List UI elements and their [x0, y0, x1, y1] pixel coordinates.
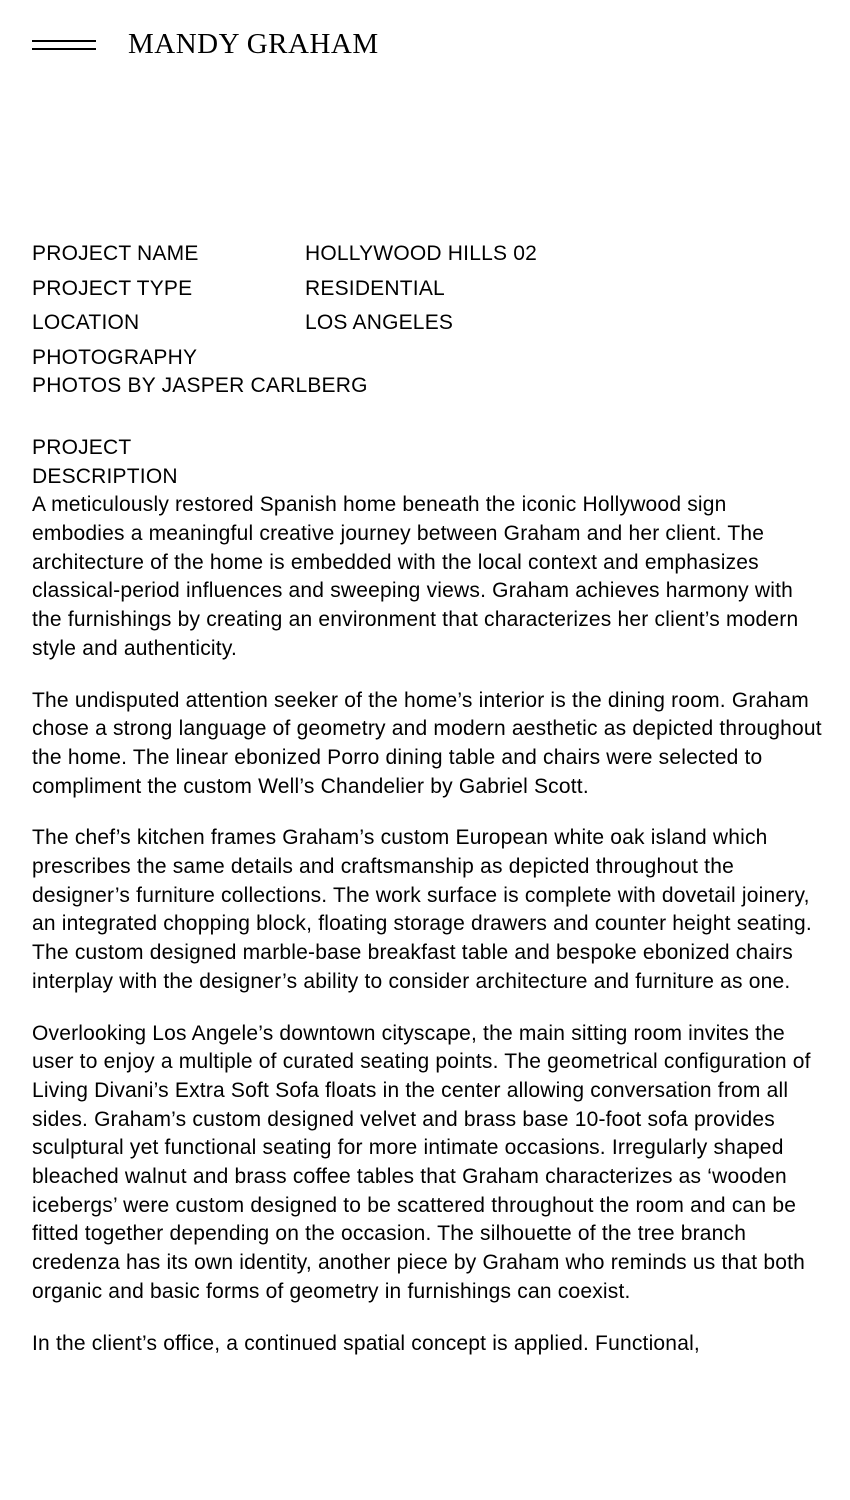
menu-bar-bottom — [32, 48, 96, 50]
description-label — [32, 434, 232, 491]
description-paragraph: A meticulously restored Spanish home beneath the iconic Hollywood sign embodies a meaningful creative journey between Graham and her client. The architecture of the home is embedded with the local context and emphasizes classical-period influences and sweeping views. Graham achieves harmony with the furnishings by creating an environment that characterizes her client’s modern style and authenticity. — [32, 493, 799, 660]
location-label: LOCATION — [32, 311, 140, 334]
site-header — [32, 28, 379, 60]
project-name-row — [32, 240, 822, 275]
photography-value: PHOTOS BY JASPER CARLBERG — [32, 374, 368, 398]
description-paragraph: In the client’s office, a continued spatial concept is applied. Functional, — [32, 1331, 700, 1355]
project-details — [32, 240, 822, 1381]
hamburger-menu-icon[interactable] — [32, 36, 96, 52]
project-description — [32, 491, 822, 1358]
project-type-value: RESIDENTIAL — [305, 276, 445, 300]
project-type-label: PROJECT TYPE — [32, 276, 193, 300]
location-row — [32, 309, 822, 344]
description-paragraph: Overlooking Los Angele’s downtown cityscape, the main sitting room invites the user to enjoy a multiple of curated seating points. The geometrical configuration of Living Divani’s Extra Soft Sofa floats in the center allowing conversation from all sides. Graham’s custom designed velvet and brass base 10-foot sofa provides sculptural yet functional seating for more intimate occasions. Irregularly shaped bleached walnut and brass coffee tables that Graham characterizes as ‘wooden icebergs’ were custom designed to be scattered throughout the room and can be fitted together depending on the occasion. The silhouette of the tree branch credenza has its own identity, another piece by Graham who reminds us that both organic and basic forms of geometry in furnishings can coexist. — [32, 1021, 811, 1303]
description-label-line1: PROJECT — [32, 435, 132, 459]
project-name-value: HOLLYWOOD HILLS 02 — [305, 242, 537, 265]
description-paragraph: The chef’s kitchen frames Graham’s custom European white oak island which prescribes the same details and craftsmanship as depicted throughout the designer’s furniture collections. The work surface is complete with dovetail joinery, an integrated chopping block, floating storage drawers and counter height seating. The custom designed marble-base breakfast table and bespoke ebonized chairs interplay with the designer’s ability to consider architecture and furniture as one. — [32, 826, 812, 993]
description-paragraph: The undisputed attention seeker of the home’s interior is the dining room. Graham chose a strong language of geometry and modern aesthetic as depicted throughout the home. The linear ebonized Porro dining table and chairs were selected to compliment the custom Well’s Chandelier by Gabriel Scott. — [32, 688, 822, 798]
project-type-row — [32, 275, 822, 310]
brand-logo[interactable]: MANDY GRAHAM — [128, 28, 379, 60]
menu-bar-top — [32, 40, 96, 42]
description-label-line2: DESCRIPTION — [32, 464, 178, 488]
location-value: LOS ANGELES — [305, 311, 454, 334]
photography-label: PHOTOGRAPHY — [32, 345, 198, 369]
photography-block — [32, 344, 822, 401]
project-name-label: PROJECT NAME — [32, 242, 199, 265]
